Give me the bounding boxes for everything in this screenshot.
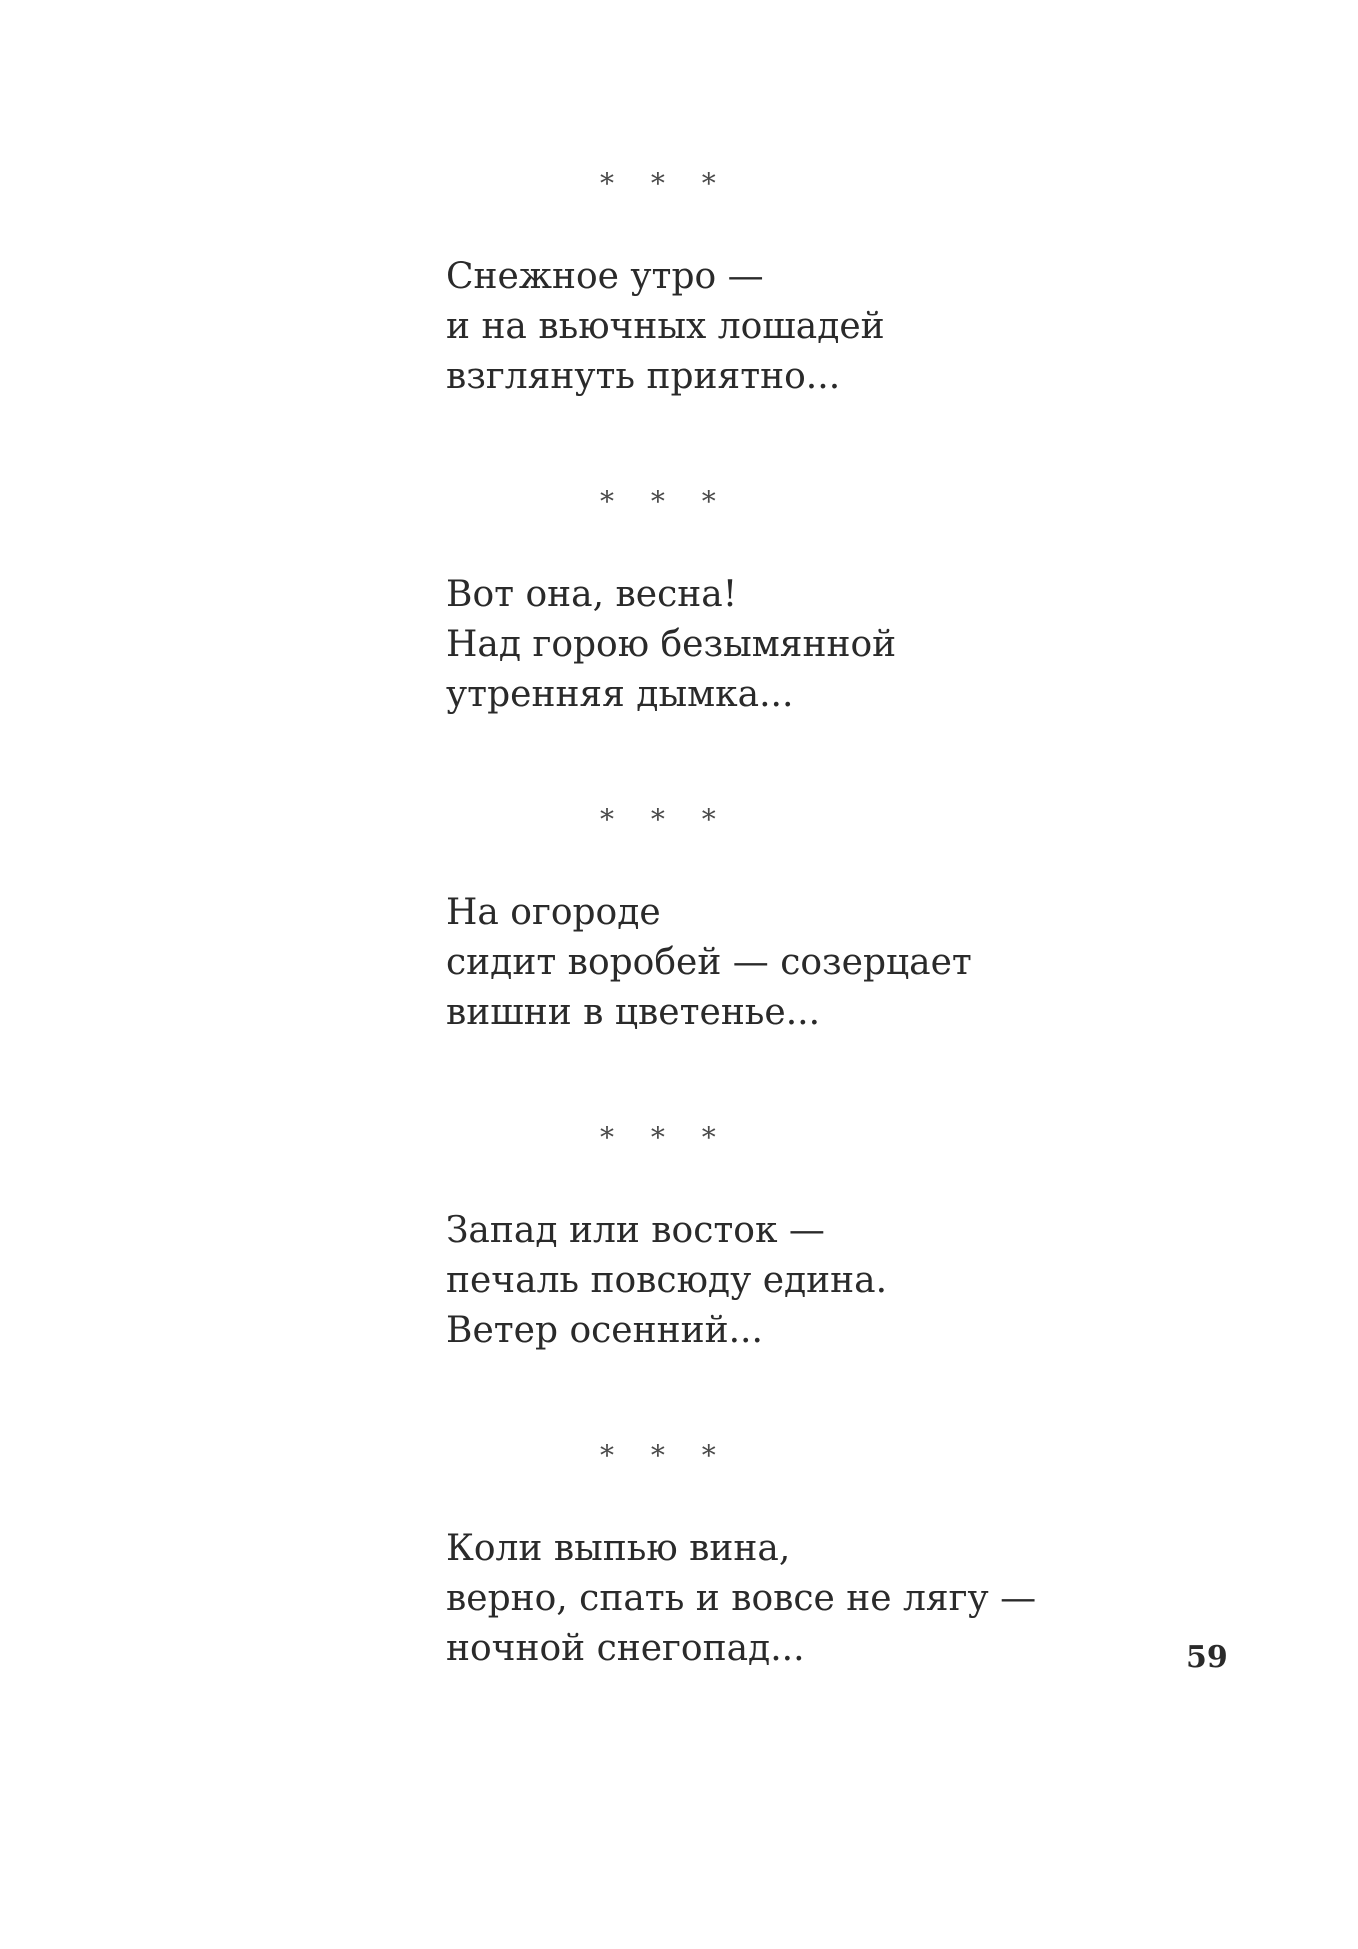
asterism-divider: * * * — [600, 1439, 730, 1472]
poem-line: Вот она, весна! — [446, 574, 738, 615]
asterism-divider: * * * — [600, 1121, 730, 1154]
poem-4 — [446, 1206, 1146, 1356]
poem-line: вишни в цветенье... — [446, 992, 821, 1033]
poem-line: верно, спать и вовсе не лягу — — [446, 1578, 1037, 1619]
poem-3 — [446, 888, 1146, 1038]
poem-line: утренняя дымка... — [446, 674, 794, 715]
poem-line: Снежное утро — — [446, 256, 764, 297]
asterism-divider: * * * — [600, 485, 730, 518]
poem-line: и на вьючных лошадей — [446, 306, 885, 347]
poem-5 — [446, 1524, 1146, 1674]
poem-line: Над горою безымянной — [446, 624, 897, 665]
poem-line: ночной снегопад... — [446, 1628, 805, 1669]
poem-line: На огороде — [446, 892, 661, 933]
asterism-divider: * * * — [600, 167, 730, 200]
poem-line: Ветер осенний... — [446, 1310, 763, 1351]
poem-1 — [446, 252, 1146, 402]
poem-line: сидит воробей — созерцает — [446, 942, 972, 983]
poem-line: Коли выпью вина, — [446, 1528, 791, 1569]
poem-line: взглянуть приятно... — [446, 356, 841, 397]
poem-line: Запад или восток — — [446, 1210, 825, 1251]
poem-2 — [446, 570, 1146, 720]
page-number: 59 — [1186, 1640, 1228, 1675]
poem-line: печаль повсюду едина. — [446, 1260, 888, 1301]
asterism-divider: * * * — [600, 803, 730, 836]
